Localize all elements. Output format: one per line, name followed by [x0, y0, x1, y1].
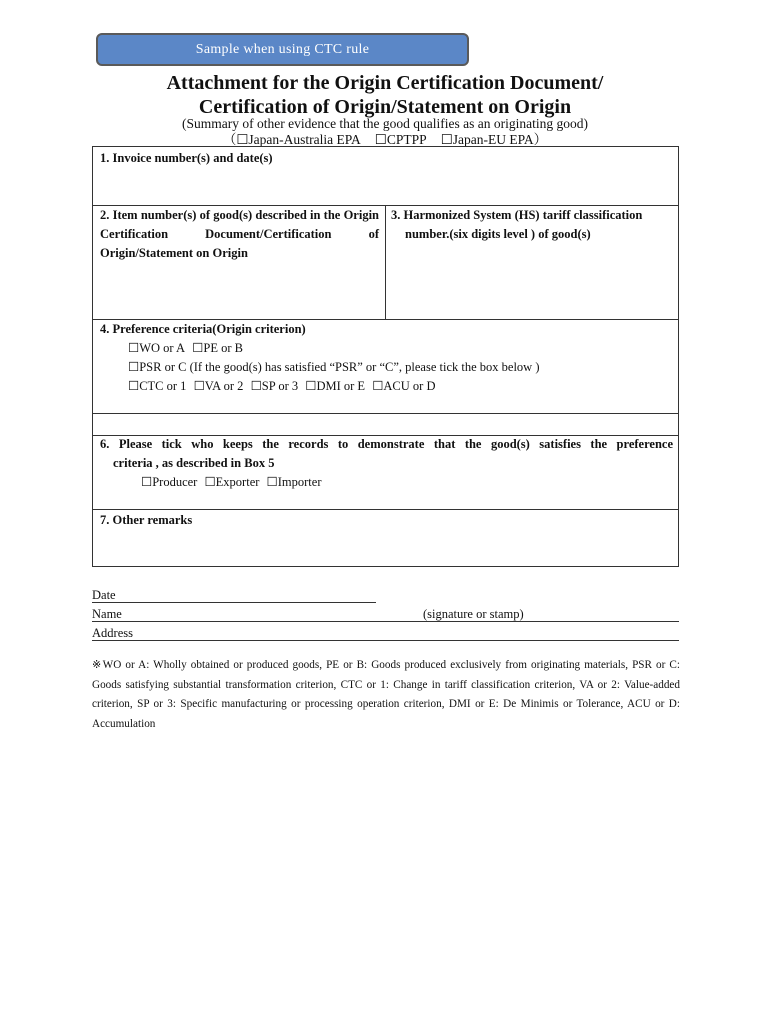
date-label: Date	[92, 588, 116, 602]
address-line[interactable]	[92, 640, 679, 641]
origin-form-table	[92, 146, 679, 567]
date-line[interactable]	[92, 602, 376, 603]
document-subtitle: (Summary of other evidence that the good qualifies as an originating good)	[181, 116, 588, 131]
checkbox-dmi-or-e[interactable]: ☐DMI or E	[305, 379, 366, 393]
checkbox-ctc-or-1[interactable]: ☐CTC or 1	[128, 379, 187, 393]
checkbox-producer[interactable]: ☐Producer	[141, 475, 198, 489]
checkbox-wo-or-a[interactable]: ☐WO or A	[128, 341, 186, 355]
box7-label: 7. Other remarks	[100, 513, 193, 527]
checkbox-sp-or-3[interactable]: ☐SP or 3	[250, 379, 299, 393]
checkbox-pe-or-b[interactable]: ☐PE or B	[192, 341, 243, 355]
document-title-line2: Certification of Origin/Statement on Origin	[198, 96, 572, 118]
sample-banner: Sample when using CTC rule	[96, 33, 469, 66]
agreement-close-paren: ）	[533, 132, 548, 147]
checkbox-va-or-2[interactable]: ☐VA or 2	[193, 379, 244, 393]
checkbox-japan-australia-epa[interactable]: ☐Japan-Australia EPA	[236, 132, 361, 147]
signature-stamp-label: (signature or stamp)	[423, 607, 524, 621]
divider-5	[93, 509, 678, 510]
checkbox-psr-or-c[interactable]: ☐PSR or C (If the good(s) has satisfied “PSR” or “C”, please tick the box below )	[128, 360, 540, 374]
name-label: Name	[92, 607, 122, 621]
box6-label-line1: 6. Please tick who keeps the records to demonstrate that the good(s) satisfies the preference	[100, 437, 673, 451]
box6-options	[141, 473, 326, 492]
box4-label: 4. Preference criteria(Origin criterion)	[100, 322, 306, 336]
box6-label-line2: criteria , as described in Box 5	[113, 456, 275, 470]
footnote: ※WO or A: Wholly obtained or produced goods, PE or B: Goods produced exclusively from originating materials, PSR or C: Goods satisfying substantial transformation criterion, CTC or 1: Change in tariff classification criterion, VA or 2: Value-added criterion, SP or 3: Specific manufacturing or processing operation criterion, DMI or E: De Minimis or Tolerance, ACU or D: Accumulation	[92, 659, 680, 730]
checkbox-japan-eu-epa[interactable]: ☐Japan-EU EPA	[440, 132, 534, 147]
checkbox-cptpp[interactable]: ☐CPTPP	[374, 132, 427, 147]
box2-label: 2. Item number(s) of good(s) described in the Origin Certification Document/Certification of Origin/Statement on Origin	[100, 208, 379, 260]
box4-row1	[128, 339, 247, 358]
document-title-line1: Attachment for the Origin Certification Document/	[166, 72, 604, 94]
box4-row3	[128, 377, 439, 396]
agreement-open-paren: （	[222, 132, 237, 147]
checkbox-acu-or-d[interactable]: ☐ACU or D	[372, 379, 436, 393]
address-label: Address	[92, 626, 133, 640]
checkbox-importer[interactable]: ☐Importer	[266, 475, 322, 489]
divider-3	[93, 413, 678, 414]
divider-box2-box3	[385, 205, 386, 319]
box3-label-line1: 3. Harmonized System (HS) tariff classification	[391, 208, 643, 222]
box3-label-line2: number.(six digits level ) of good(s)	[405, 227, 591, 241]
name-line[interactable]	[92, 621, 679, 622]
checkbox-exporter[interactable]: ☐Exporter	[204, 475, 260, 489]
box1-label: 1. Invoice number(s) and date(s)	[100, 151, 273, 165]
